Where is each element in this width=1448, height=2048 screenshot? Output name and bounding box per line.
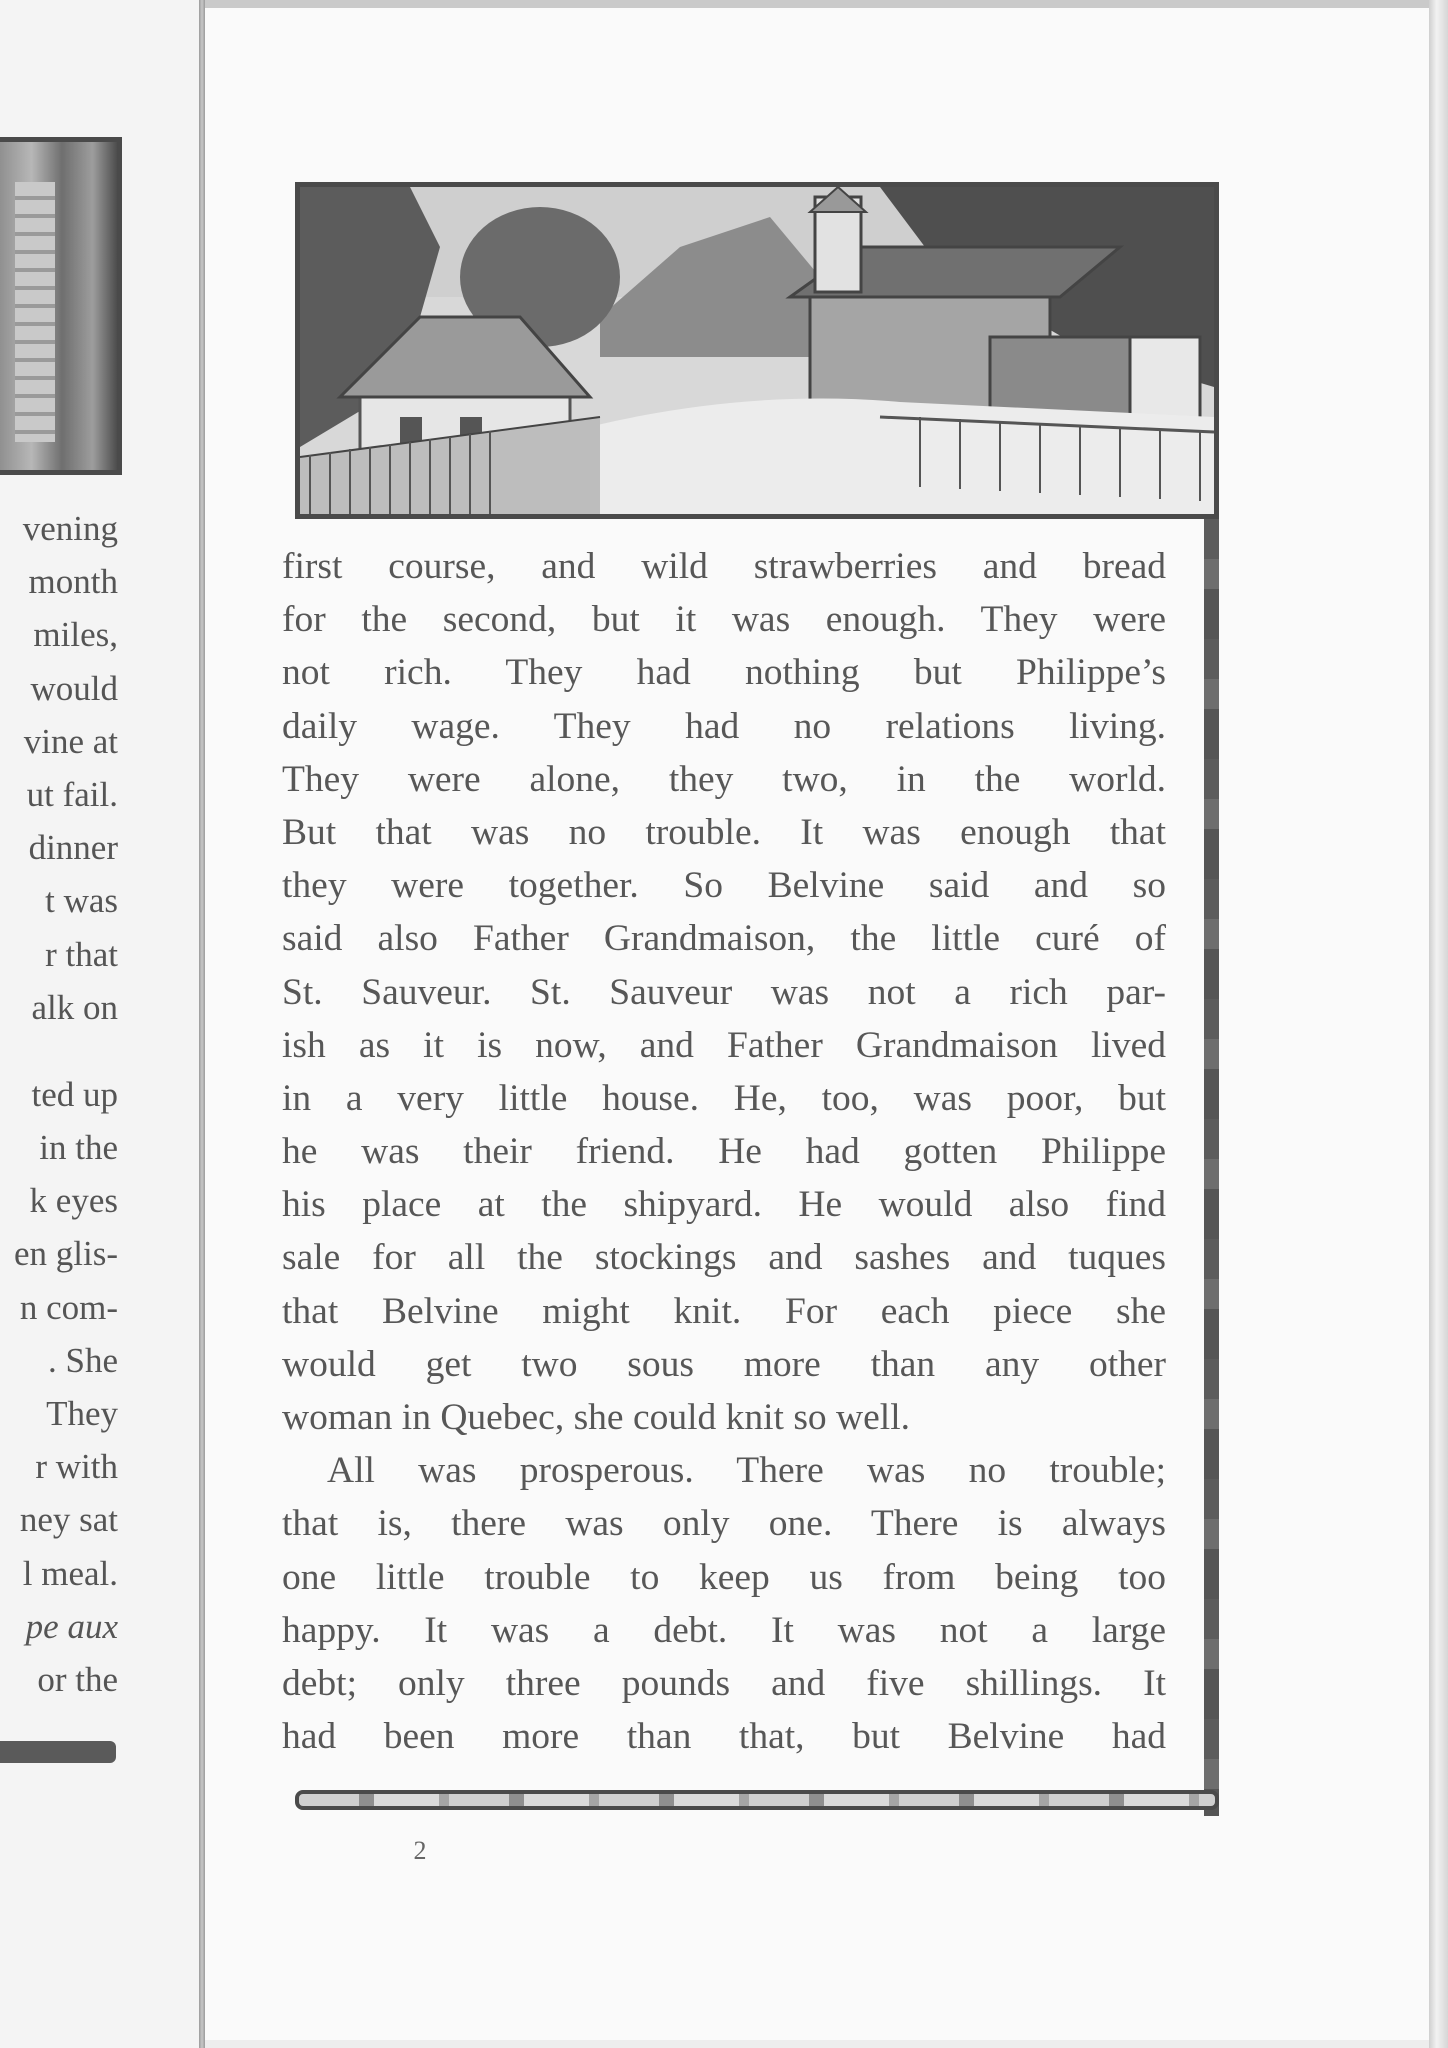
left-line: . She — [48, 1340, 118, 1380]
body-text — [282, 540, 1166, 1763]
text-line: St. Sauveur. St. Sauveur was not a rich par- — [282, 971, 1166, 1013]
left-frame-bar — [0, 1741, 116, 1763]
text-line: woman in Quebec, she could knit so well. — [282, 1397, 910, 1438]
text-line: one little trouble to keep us from being too — [282, 1556, 1166, 1598]
page-right-edge — [1429, 0, 1448, 2048]
left-line: alk on — [31, 987, 118, 1027]
illustration-drawing — [300, 187, 1214, 514]
left-line: vine at — [23, 721, 118, 761]
text-line: All was prosperous. There was no trouble; — [327, 1450, 1166, 1492]
left-line: dinner — [28, 828, 118, 868]
text-line: They were alone, they two, in the world. — [282, 758, 1166, 800]
left-line: ney sat — [19, 1500, 118, 1540]
text-line: happy. It was a debt. It was not a large — [282, 1609, 1166, 1651]
text-line: that is, there was only one. There is always — [282, 1503, 1166, 1545]
village-street-church-illustration — [295, 182, 1219, 519]
left-line: vening — [22, 509, 118, 548]
text-line: for the second, but it was enough. They were — [282, 599, 1166, 641]
left-line: r with — [35, 1447, 118, 1487]
text-line: said also Father Grandmaison, the little curé of — [282, 918, 1166, 960]
left-line: l meal. — [22, 1553, 118, 1593]
left-line: would — [30, 668, 118, 708]
left-paragraph-gap — [0, 1034, 118, 1068]
left-line: t was — [45, 881, 118, 921]
text-line: sale for all the stockings and sashes and tuques — [282, 1237, 1166, 1279]
left-illustration — [0, 137, 122, 475]
text-line: had been more than that, but Belvine had — [282, 1716, 1166, 1758]
left-line: They — [46, 1394, 118, 1433]
left-page-text — [0, 502, 118, 1706]
page-number: 2 — [413, 1836, 427, 1865]
left-line: ut fail. — [26, 774, 118, 814]
page-top-edge — [205, 0, 1429, 8]
text-line: debt; only three pounds and five shillings. It — [282, 1662, 1166, 1704]
left-line: miles, — [33, 615, 118, 655]
text-line: they were together. So Belvine said and so — [282, 865, 1166, 907]
left-page — [0, 0, 200, 2048]
left-line: n com- — [19, 1287, 118, 1327]
left-line: ted up — [31, 1074, 118, 1114]
text-line: would get two sous more than any other — [282, 1343, 1166, 1385]
left-line: en glis- — [13, 1234, 118, 1274]
text-line: not rich. They had nothing but Philippe’s — [282, 652, 1166, 694]
left-line: r that — [45, 934, 118, 974]
text-frame-right-border — [1204, 519, 1219, 1816]
left-line: month — [28, 562, 118, 602]
text-frame-bottom-border — [295, 1790, 1219, 1810]
text-line: first course, and wild strawberries and bread — [282, 546, 1166, 587]
text-line: he was their friend. He had gotten Philippe — [282, 1131, 1166, 1173]
text-line: daily wage. They had no relations living. — [282, 705, 1166, 747]
text-line: that Belvine might knit. For each piece she — [282, 1290, 1166, 1332]
left-line: or the — [37, 1659, 118, 1699]
left-line: in the — [39, 1128, 118, 1168]
text-line: But that was no trouble. It was enough that — [282, 811, 1166, 853]
left-line: k eyes — [29, 1181, 118, 1221]
text-line: his place at the shipyard. He would also find — [282, 1184, 1166, 1226]
left-line: pe aux — [25, 1606, 118, 1646]
text-line: ish as it is now, and Father Grandmaison lived — [282, 1024, 1166, 1066]
text-line: in a very little house. He, too, was poor, but — [282, 1077, 1166, 1119]
